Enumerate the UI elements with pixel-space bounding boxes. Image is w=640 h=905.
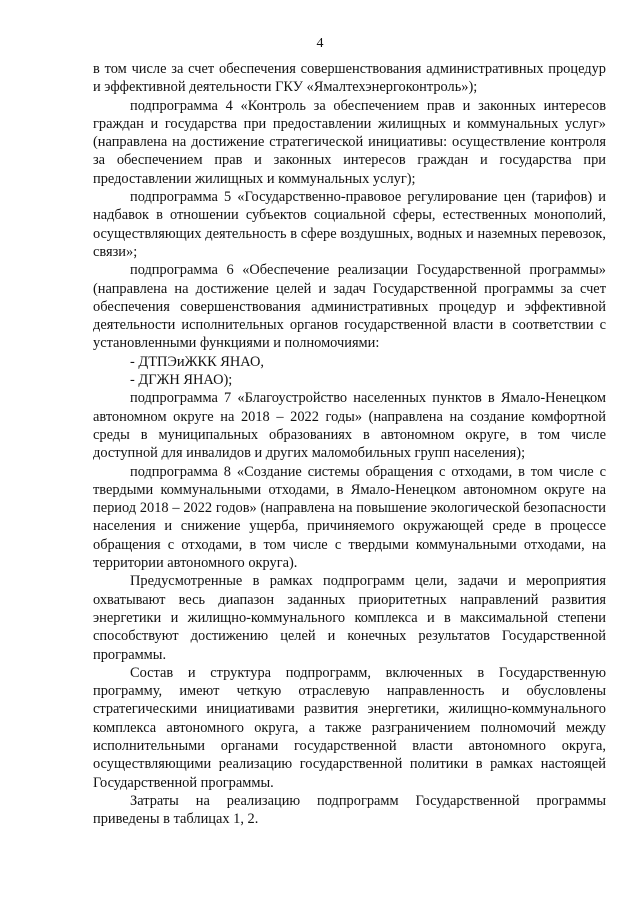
paragraph-structure: Состав и структура подпрограмм, включенных в Государственную программу, имеют четкую отраслевую направленность и обусловлены стратегическими инициативами развития энергетики, жилищно-коммунального комплекса автономного округа, а также разграничением полномочий между исполнительными органами государственной власти автономного округа, осуществляющими реализацию государственной политики в рамках настоящей Государственной программы. [93, 664, 606, 791]
paragraph-continuation: в том числе за счет обеспечения совершенствования административных процедур и эффективной деятельности ГКУ «Ямалтехэнергоконтроль»); [93, 61, 606, 96]
paragraph-subprogram-7: подпрограмма 7 «Благоустройство населенных пунктов в Ямало-Ненецком автономном округе на 2018 – 2022 годы» (направлена на создание комфортной среды в муниципальных образованиях в автономном округе, в том числе доступной для инвалидов и других маломобильных групп населения); [93, 390, 606, 462]
paragraph-goals-scope: Предусмотренные в рамках подпрограмм цели, задачи и мероприятия охватывают весь диапазон заданных приоритетных направлений развития энергетики и жилищно-коммунального комплекса и в максимальной степени способствуют достижению целей и конечных результатов Государственной программы. [93, 573, 606, 663]
page-number: 4 [316, 36, 324, 51]
paragraph-subprogram-6: подпрограмма 6 «Обеспечение реализации Государственной программы» (направлена на достижение целей и задач Государственной программы за счет обеспечения совершенствования административных процедур и эффективной деятельности исполнительных органов государственной власти в соответствии с установленными функциями и полномочиями: [93, 262, 606, 352]
paragraph-costs: Затраты на реализацию подпрограмм Государственной программы приведены в таблицах 1, 2. [93, 792, 606, 828]
paragraph-subprogram-5: подпрограмма 5 «Государственно-правовое регулирование цен (тарифов) и надбавок в отношении субъектов социальной сферы, естественных монополий, осуществляющих деятельность в сфере воздушных, водных и наземных перевозок, связи»; [93, 189, 606, 260]
list-item-dtpeizhkk: - ДТПЭиЖКК ЯНАО, [130, 353, 264, 370]
paragraph-subprogram-4: подпрограмма 4 «Контроль за обеспечением прав и законных интересов граждан и государства при предоставлении жилищных и коммунальных услуг» (направлена на достижение стратегической инициативы: осуществление контроля за обеспечением прав и законных интересов граждан и государства при предоставлении жилищных и коммунальных услуг); [93, 97, 606, 187]
body-text [93, 60, 606, 828]
paragraph-subprogram-8: подпрограмма 8 «Создание системы обращения с отходами, в том числе с твердыми коммунальными отходами, в Ямало-Ненецком автономном округе на период 2018 – 2022 годов» (направлена на повышение экологической безопасности населения и снижение ущерба, причиняемого окружающей среде в процессе обращения с отходами, в том числе с твердыми коммунальными отходами, на территории автономного округа). [93, 463, 606, 572]
list-item-dgzhn: - ДГЖН ЯНАО); [130, 372, 233, 389]
